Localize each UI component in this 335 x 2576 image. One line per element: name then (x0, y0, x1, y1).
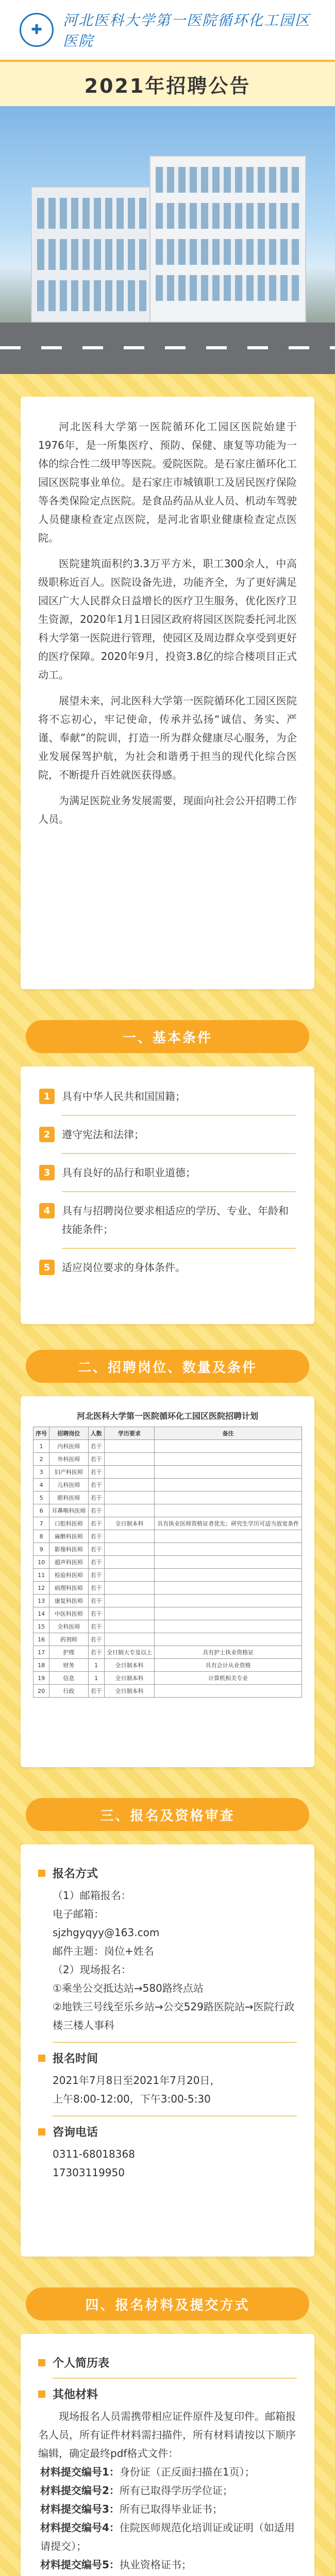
table-cell (155, 1569, 302, 1582)
subsection-title: 报名方式 (38, 1865, 297, 1881)
table-cell: 若干 (88, 1492, 104, 1504)
table-row (34, 1440, 302, 1453)
table-cell (155, 1607, 302, 1620)
table-header-cell: 招聘岗位 (49, 1427, 88, 1440)
table-cell: 若干 (88, 1504, 104, 1517)
table-cell: 5 (34, 1492, 49, 1504)
table-cell: 11 (34, 1569, 49, 1582)
divider (62, 1153, 296, 1154)
table-cell: 12 (34, 1582, 49, 1595)
table-cell: 全日制本科 (104, 1685, 155, 1698)
table-cell: 若干 (88, 1595, 104, 1607)
section-4-header (26, 2287, 309, 2320)
table-cell: 全日制大专及以上 (104, 1646, 155, 1659)
table-title: 河北医科大学第一医院循环化工园区医院招聘计划 (76, 1411, 258, 1421)
table-cell (104, 1466, 155, 1479)
table-cell: 4 (34, 1479, 49, 1492)
material-item (38, 2500, 297, 2518)
material-text: 执业资格证书； (119, 2558, 192, 2571)
table-cell: 全日制本科 (104, 1659, 155, 1672)
table-cell (104, 1453, 155, 1466)
info-line: （2）现场报名： (53, 1963, 131, 1976)
material-label: 材料提交编号3： (40, 2503, 120, 2515)
material-item (38, 2555, 297, 2574)
table-cell (104, 1492, 155, 1504)
table-cell (104, 1633, 155, 1646)
condition-text: 具有良好的品行和职业道德； (62, 1166, 196, 1179)
table-row (34, 1543, 302, 1556)
table-cell: 检验科医师 (49, 1569, 88, 1582)
table-row (34, 1646, 302, 1659)
condition-text: 适应岗位要求的身体条件。 (62, 1261, 186, 1274)
section-2-title: 二、招聘岗位、数量及条件 (77, 1360, 257, 1376)
material-text: 所有已取得毕业证书； (119, 2503, 223, 2515)
table-cell (155, 1492, 302, 1504)
table-cell (155, 1440, 302, 1453)
materials-list (38, 2463, 297, 2576)
section-3-card (21, 1844, 314, 2257)
table-cell: 若干 (88, 1607, 104, 1620)
table-cell: 影像科医师 (49, 1543, 88, 1556)
table-cell (155, 1582, 302, 1595)
table-cell: 16 (34, 1633, 49, 1646)
table-cell: 麻醉科医师 (49, 1530, 88, 1543)
table-row (34, 1479, 302, 1492)
phone-number[interactable]: 0311-68018368 (53, 2148, 135, 2160)
building-left (31, 187, 162, 323)
table-cell: 药剂师 (49, 1633, 88, 1646)
material-item (38, 2481, 297, 2500)
table-cell: 若干 (88, 1582, 104, 1595)
table-row (34, 1659, 302, 1672)
hospital-building-photo (0, 106, 335, 374)
subsection-title: 咨询电话 (38, 2124, 297, 2140)
table-row (34, 1569, 302, 1582)
table-cell: 超声科医师 (49, 1556, 88, 1569)
info-line: 上午8:00-12:00，下午3:00-5:30 (53, 2093, 211, 2105)
section-4-card (21, 2334, 314, 2576)
material-label: 材料提交编号4： (40, 2521, 120, 2534)
table-cell: 若干 (88, 1453, 104, 1466)
condition-text: 具有中华人民共和国国籍； (62, 1090, 186, 1103)
hospital-logo-icon: ✚ (20, 13, 54, 47)
material-text: 身份证（正反面扫描在1页）； (119, 2466, 255, 2478)
table-cell: 6 (34, 1504, 49, 1517)
page-title: 2021年招聘公告 (84, 74, 251, 97)
table-cell (155, 1530, 302, 1543)
table-cell: 15 (34, 1620, 49, 1633)
intro-paragraph: 为满足医院业务发展需要，现面向社会公开招聘工作人员。 (38, 794, 297, 825)
table-row (34, 1556, 302, 1569)
table-header-cell: 学历要求 (104, 1427, 155, 1440)
condition-item (39, 1087, 296, 1106)
table-cell: 口腔科医师 (49, 1517, 88, 1530)
table-cell (104, 1569, 155, 1582)
header-bar (0, 0, 335, 62)
table-cell: 具有会计从业资格 (155, 1659, 302, 1672)
material-label: 材料提交编号1： (40, 2466, 120, 2478)
table-cell: 10 (34, 1556, 49, 1569)
hospital-name: 河北医科大学第一医院循环化工园区医院 (63, 12, 311, 49)
table-cell (155, 1556, 302, 1569)
table-cell (155, 1685, 302, 1698)
info-line: 邮件主题：岗位+姓名 (53, 1945, 154, 1957)
table-cell: 计算机相关专业 (155, 1672, 302, 1685)
table-header-cell: 序号 (34, 1427, 49, 1440)
bullet-square-icon (38, 2359, 45, 2366)
table-cell: 具有护士执业资格证 (155, 1646, 302, 1659)
table-cell (155, 1504, 302, 1517)
table-cell (155, 1595, 302, 1607)
table-cell: 若干 (88, 1685, 104, 1698)
section-4-title: 四、报名材料及提交方式 (85, 2297, 250, 2313)
table-cell: 8 (34, 1530, 49, 1543)
material-text: 住院医师规范化培训证或证明（如适用请提交）； (40, 2521, 295, 2552)
table-cell: 3 (34, 1466, 49, 1479)
table-cell: 耳鼻喉科医师 (49, 1504, 88, 1517)
table-cell: 18 (34, 1659, 49, 1672)
table-cell: 若干 (88, 1620, 104, 1633)
table-row (34, 1517, 302, 1530)
table-cell (104, 1440, 155, 1453)
bullet-square-icon (38, 1870, 45, 1877)
table-cell: 13 (34, 1595, 49, 1607)
table-cell: 19 (34, 1672, 49, 1685)
table-cell: 病理科医师 (49, 1582, 88, 1595)
condition-number: 3 (39, 1165, 55, 1180)
info-line: 2021年7月8日至2021年7月20日， (53, 2074, 221, 2087)
info-line: ①乘坐公交抵达站→580路终点站 (53, 1982, 204, 1994)
table-row (34, 1607, 302, 1620)
table-row (34, 1453, 302, 1466)
table-cell: 外科医师 (49, 1453, 88, 1466)
section-3-header (26, 1798, 309, 1831)
condition-text: 具有与招聘岗位要求相适应的学历、专业、年龄和技能条件； (62, 1205, 289, 1235)
condition-item (39, 1163, 296, 1182)
table-row (34, 1582, 302, 1595)
table-cell: 具有执业医师资格证者优先；研究生学历可适当放宽条件 (155, 1517, 302, 1530)
condition-number: 5 (39, 1260, 55, 1275)
divider (53, 2042, 297, 2043)
subsection-title: 个人简历表 (38, 2354, 297, 2370)
table-row (34, 1466, 302, 1479)
table-cell: 若干 (88, 1633, 104, 1646)
section-1-title: 一、基本条件 (122, 1030, 212, 1046)
table-cell: 中医科医师 (49, 1607, 88, 1620)
table-cell: 若干 (88, 1479, 104, 1492)
info-line: ②地铁三号线至乐乡站→公交529路医院站→医院行政楼三楼人事科 (53, 2001, 295, 2031)
material-item (38, 2463, 297, 2481)
table-cell (104, 1504, 155, 1517)
recruitment-table (33, 1427, 302, 1698)
divider (62, 1248, 296, 1249)
table-cell: 全日制本科 (104, 1517, 155, 1530)
table-cell: 财务 (49, 1659, 88, 1672)
table-cell (155, 1466, 302, 1479)
intro-paragraph: 医院建筑面积约3.3万平方米，职工300余人，中高级职称近百人。医院设备先进，功能齐全，为了更好满足园区广大人民群众日益增长的医疗卫生服务，优化医疗卫生资源，2020年1月1日园区政府将园区医院委托河北医科大学第一医院进行管理，使园区及周边群众享受到更好的医疗保障。2020年9月，投资3.8亿的综合楼项目正式动工。 (38, 557, 297, 681)
table-cell: 1 (34, 1440, 49, 1453)
table-header-cell: 备注 (155, 1427, 302, 1440)
material-label: 材料提交编号5： (40, 2558, 120, 2571)
table-cell: 康复科医师 (49, 1595, 88, 1607)
table-cell (155, 1633, 302, 1646)
table-cell: 若干 (88, 1466, 104, 1479)
table-cell (155, 1453, 302, 1466)
material-item (38, 2574, 297, 2576)
table-cell (104, 1620, 155, 1633)
section-1-card (21, 1066, 314, 1324)
table-row (34, 1504, 302, 1517)
info-line: （1）邮箱报名： (53, 1889, 131, 1902)
intro-card (21, 397, 314, 989)
table-cell: 若干 (88, 1517, 104, 1530)
table-cell: 行政 (49, 1685, 88, 1698)
condition-item (39, 1201, 296, 1239)
info-line: 电子邮箱： (53, 1908, 104, 1920)
condition-text: 遵守宪法和法律； (62, 1128, 144, 1141)
table-cell: 1 (88, 1659, 104, 1672)
table-cell: 9 (34, 1543, 49, 1556)
divider (62, 1115, 296, 1116)
table-row (34, 1530, 302, 1543)
table-cell (104, 1479, 155, 1492)
material-text: 所有已取得学历学位证； (119, 2484, 233, 2497)
table-cell: 护理 (49, 1646, 88, 1659)
section-2-header (26, 1350, 309, 1383)
table-cell: 妇产科医师 (49, 1466, 88, 1479)
table-cell: 14 (34, 1607, 49, 1620)
bullet-square-icon (38, 2391, 45, 2398)
building-main (149, 156, 306, 323)
divider (53, 2378, 297, 2379)
table-cell: 若干 (88, 1543, 104, 1556)
table-row (34, 1595, 302, 1607)
table-cell: 1 (88, 1672, 104, 1685)
table-cell (104, 1543, 155, 1556)
table-cell: 17 (34, 1646, 49, 1659)
table-cell (104, 1607, 155, 1620)
intro-paragraph: 河北医科大学第一医院循环化工园区医院始建于1976年，是一所集医疗、预防、保健、康复等功能为一体的综合性二级甲等医院。爱院医院。是石家庄循环化工园区医院事业单位。是石家庄市城镇职工及居民医疗保险等各类保险定点医院。是食品药品从业人员、机动车驾驶人员健康检查定点医院，是河北省职业健康检查定点医院。 (38, 420, 297, 544)
material-item (38, 2518, 297, 2555)
intro-paragraph: 展望未来，河北医科大学第一医院循环化工园区医院将不忘初心，牢记使命，传承并弘扬“诚信、务实、严谨、奉献”的院训，打造一所为群众健康尽心服务，为企业发展保驾护航，为社会和谐勇于担当的现代化综合医院，不断提升百姓就医获得感。 (38, 694, 297, 781)
subsection-title: 报名时间 (38, 2050, 297, 2066)
materials-paragraph: 现场报名人员需携带相应证件原件及复印件。邮箱报名人员，所有证件材料需扫描件，所有材料请按以下顺序编辑，确定最终pdf格式文件： (38, 2410, 296, 2460)
table-cell: 若干 (88, 1569, 104, 1582)
table-cell: 眼科医师 (49, 1492, 88, 1504)
table-cell: 2 (34, 1453, 49, 1466)
table-row (34, 1492, 302, 1504)
bullet-square-icon (38, 2055, 45, 2062)
table-cell: 20 (34, 1685, 49, 1698)
table-row (34, 1633, 302, 1646)
table-row (34, 1620, 302, 1633)
title-bar (0, 62, 335, 106)
condition-item (39, 1125, 296, 1144)
table-cell: 若干 (88, 1530, 104, 1543)
road (0, 323, 335, 374)
condition-item (39, 1258, 296, 1277)
email-address[interactable]: sjzhgyqyy@163.com (53, 1926, 160, 1939)
table-header-cell: 人数 (88, 1427, 104, 1440)
divider (62, 1191, 296, 1192)
table-cell: 全科医师 (49, 1620, 88, 1633)
material-label: 材料提交编号2： (40, 2484, 120, 2497)
condition-number: 4 (39, 1203, 55, 1218)
phone-number[interactable]: 17303119950 (53, 2166, 125, 2179)
table-cell: 7 (34, 1517, 49, 1530)
table-cell: 若干 (88, 1440, 104, 1453)
section-3-title: 三、报名及资格审查 (100, 1808, 235, 1824)
table-cell (155, 1479, 302, 1492)
subsection-title: 其他材料 (38, 2386, 297, 2402)
table-cell (155, 1620, 302, 1633)
section-1-header (26, 1020, 309, 1053)
table-cell (104, 1595, 155, 1607)
table-row (34, 1685, 302, 1698)
table-cell: 内科医师 (49, 1440, 88, 1453)
table-cell (104, 1582, 155, 1595)
table-cell (104, 1530, 155, 1543)
divider (53, 2115, 297, 2116)
condition-number: 1 (39, 1089, 55, 1104)
table-cell (155, 1543, 302, 1556)
table-cell: 儿科医师 (49, 1479, 88, 1492)
section-2-card (21, 1396, 314, 1767)
condition-number: 2 (39, 1127, 55, 1142)
table-cell: 若干 (88, 1556, 104, 1569)
table-cell: 全日制本科 (104, 1672, 155, 1685)
table-row (34, 1672, 302, 1685)
table-cell: 信息 (49, 1672, 88, 1685)
table-cell (104, 1556, 155, 1569)
bullet-square-icon (38, 2128, 45, 2136)
table-cell: 若干 (88, 1646, 104, 1659)
